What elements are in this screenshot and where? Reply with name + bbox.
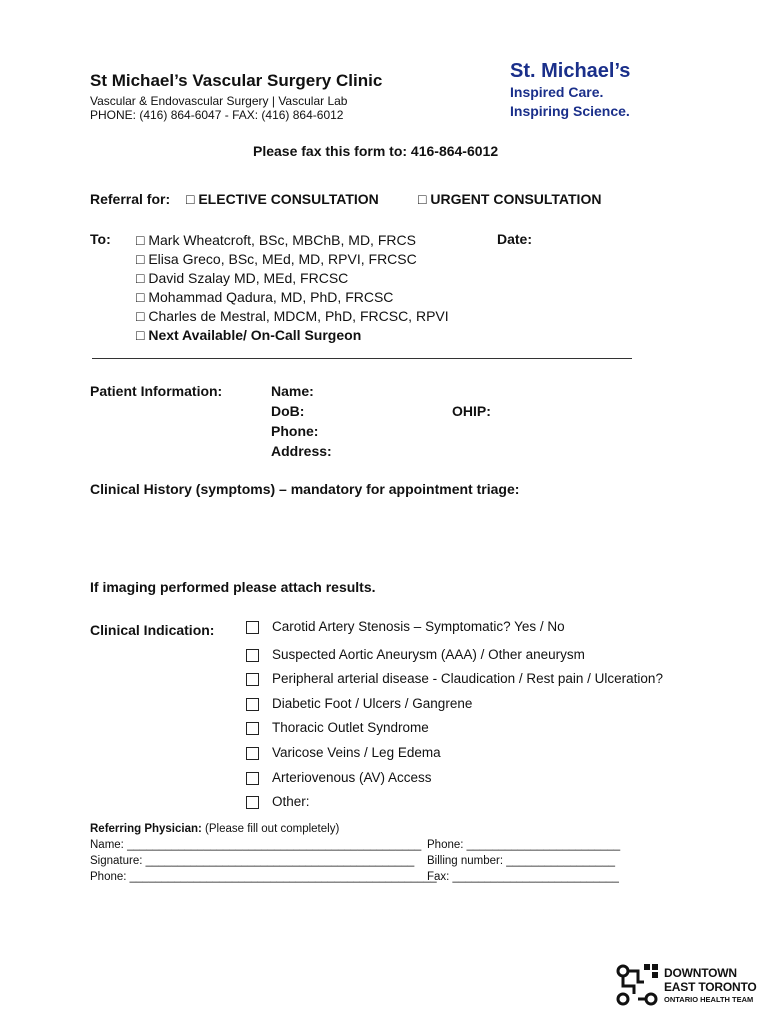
patient-name-field[interactable]: Name:: [271, 383, 314, 399]
checkbox-icon[interactable]: [246, 673, 259, 686]
elective-consultation-checkbox[interactable]: □ ELECTIVE CONSULTATION: [186, 191, 379, 207]
clinical-indication-label: Clinical Indication:: [90, 622, 215, 638]
downtown-east-toronto-logo-icon: [614, 962, 662, 1008]
section-divider: [92, 358, 632, 359]
patient-dob-field[interactable]: DoB:: [271, 403, 305, 419]
referring-fax-field[interactable]: Fax: __________________________: [427, 871, 619, 883]
patient-address-field[interactable]: Address:: [271, 443, 332, 459]
patient-info-label: Patient Information:: [90, 383, 223, 399]
checkbox-icon[interactable]: [246, 621, 259, 634]
brand-tagline-1: Inspired Care.: [510, 84, 604, 100]
next-available-surgeon-option[interactable]: □ Next Available/ On-Call Surgeon: [136, 327, 362, 343]
surgeon-option[interactable]: □ Charles de Mestral, MDCM, PhD, FRCSC, RPVI: [136, 308, 449, 324]
to-label-text: To:: [90, 231, 111, 247]
referral-label: Referral for:: [90, 191, 171, 207]
patient-phone-field[interactable]: Phone:: [271, 423, 319, 439]
logo-text-line-3: ONTARIO HEALTH TEAM: [664, 995, 754, 1004]
clinic-contact: PHONE: (416) 864-6047 - FAX: (416) 864-6012: [90, 108, 344, 122]
date-label: Date:: [497, 231, 533, 247]
clinic-subtitle: Vascular & Endovascular Surgery | Vascular Lab: [90, 94, 348, 108]
referring-phone-field[interactable]: Phone: ________________________: [427, 839, 621, 851]
referring-physician-heading: [90, 823, 339, 835]
surgeon-option[interactable]: □ Elisa Greco, BSc, MEd, MD, RPVI, FRCSC: [136, 251, 417, 267]
referring-signature-field[interactable]: Signature: __________________________________________: [90, 855, 415, 867]
clinical-indication-list: [246, 619, 663, 819]
indication-option[interactable]: [246, 671, 663, 696]
clinic-name: St Michael’s Vascular Surgery Clinic: [90, 71, 383, 90]
urgent-consultation-checkbox[interactable]: □ URGENT CONSULTATION: [418, 191, 602, 207]
checkbox-icon[interactable]: [246, 747, 259, 760]
referring-physician-label: Referring Physician:: [90, 823, 202, 835]
referring-physician-note: (Please fill out completely): [205, 823, 340, 835]
indication-label: Carotid Artery Stenosis – Symptomatic? Yes / No: [272, 619, 565, 634]
checkbox-icon[interactable]: [246, 649, 259, 662]
indication-option[interactable]: [246, 770, 663, 795]
indication-label: Diabetic Foot / Ulcers / Gangrene: [272, 695, 473, 711]
indication-option[interactable]: [246, 794, 663, 819]
referring-phone-field-2[interactable]: Phone: ________________________________________________: [90, 871, 437, 883]
indication-label: Other:: [272, 794, 310, 810]
indication-label: Thoracic Outlet Syndrome: [272, 720, 429, 736]
brand-name: St. Michael’s: [510, 60, 631, 82]
indication-option[interactable]: [246, 696, 663, 721]
patient-ohip-field[interactable]: OHIP:: [452, 403, 491, 419]
checkbox-icon[interactable]: [246, 722, 259, 735]
indication-label: Suspected Aortic Aneurysm (AAA) / Other aneurysm: [272, 646, 585, 662]
surgeon-option[interactable]: □ David Szalay MD, MEd, FRCSC: [136, 270, 349, 286]
to-label: [90, 231, 111, 247]
checkbox-icon[interactable]: [246, 698, 259, 711]
checkbox-icon[interactable]: [246, 796, 259, 809]
billing-number-field[interactable]: Billing number: _________________: [427, 855, 615, 867]
indication-option[interactable]: [246, 745, 663, 770]
indication-option[interactable]: [246, 619, 663, 644]
indication-option[interactable]: [246, 720, 663, 745]
indication-label: Varicose Veins / Leg Edema: [272, 744, 441, 760]
indication-option[interactable]: [246, 647, 663, 672]
indication-label: Peripheral arterial disease - Claudication / Rest pain / Ulceration?: [272, 671, 663, 687]
referring-name-field[interactable]: Name: ______________________________________________: [90, 839, 422, 851]
logo-text-line-2: EAST TORONTO: [664, 980, 757, 994]
indication-label: Arteriovenous (AV) Access: [272, 769, 432, 785]
clinical-history-heading: Clinical History (symptoms) – mandatory for appointment triage:: [90, 481, 520, 497]
logo-text-line-1: DOWNTOWN: [664, 966, 737, 980]
surgeon-option[interactable]: □ Mohammad Qadura, MD, PhD, FRCSC: [136, 289, 394, 305]
surgeon-list: [136, 231, 449, 345]
surgeon-option[interactable]: □ Mark Wheatcroft, BSc, MBChB, MD, FRCS: [136, 232, 416, 248]
checkbox-icon[interactable]: [246, 772, 259, 785]
fax-instruction: Please fax this form to: 416-864-6012: [253, 143, 499, 159]
brand-tagline-2: Inspiring Science.: [510, 103, 630, 119]
imaging-note: If imaging performed please attach results.: [90, 579, 376, 595]
